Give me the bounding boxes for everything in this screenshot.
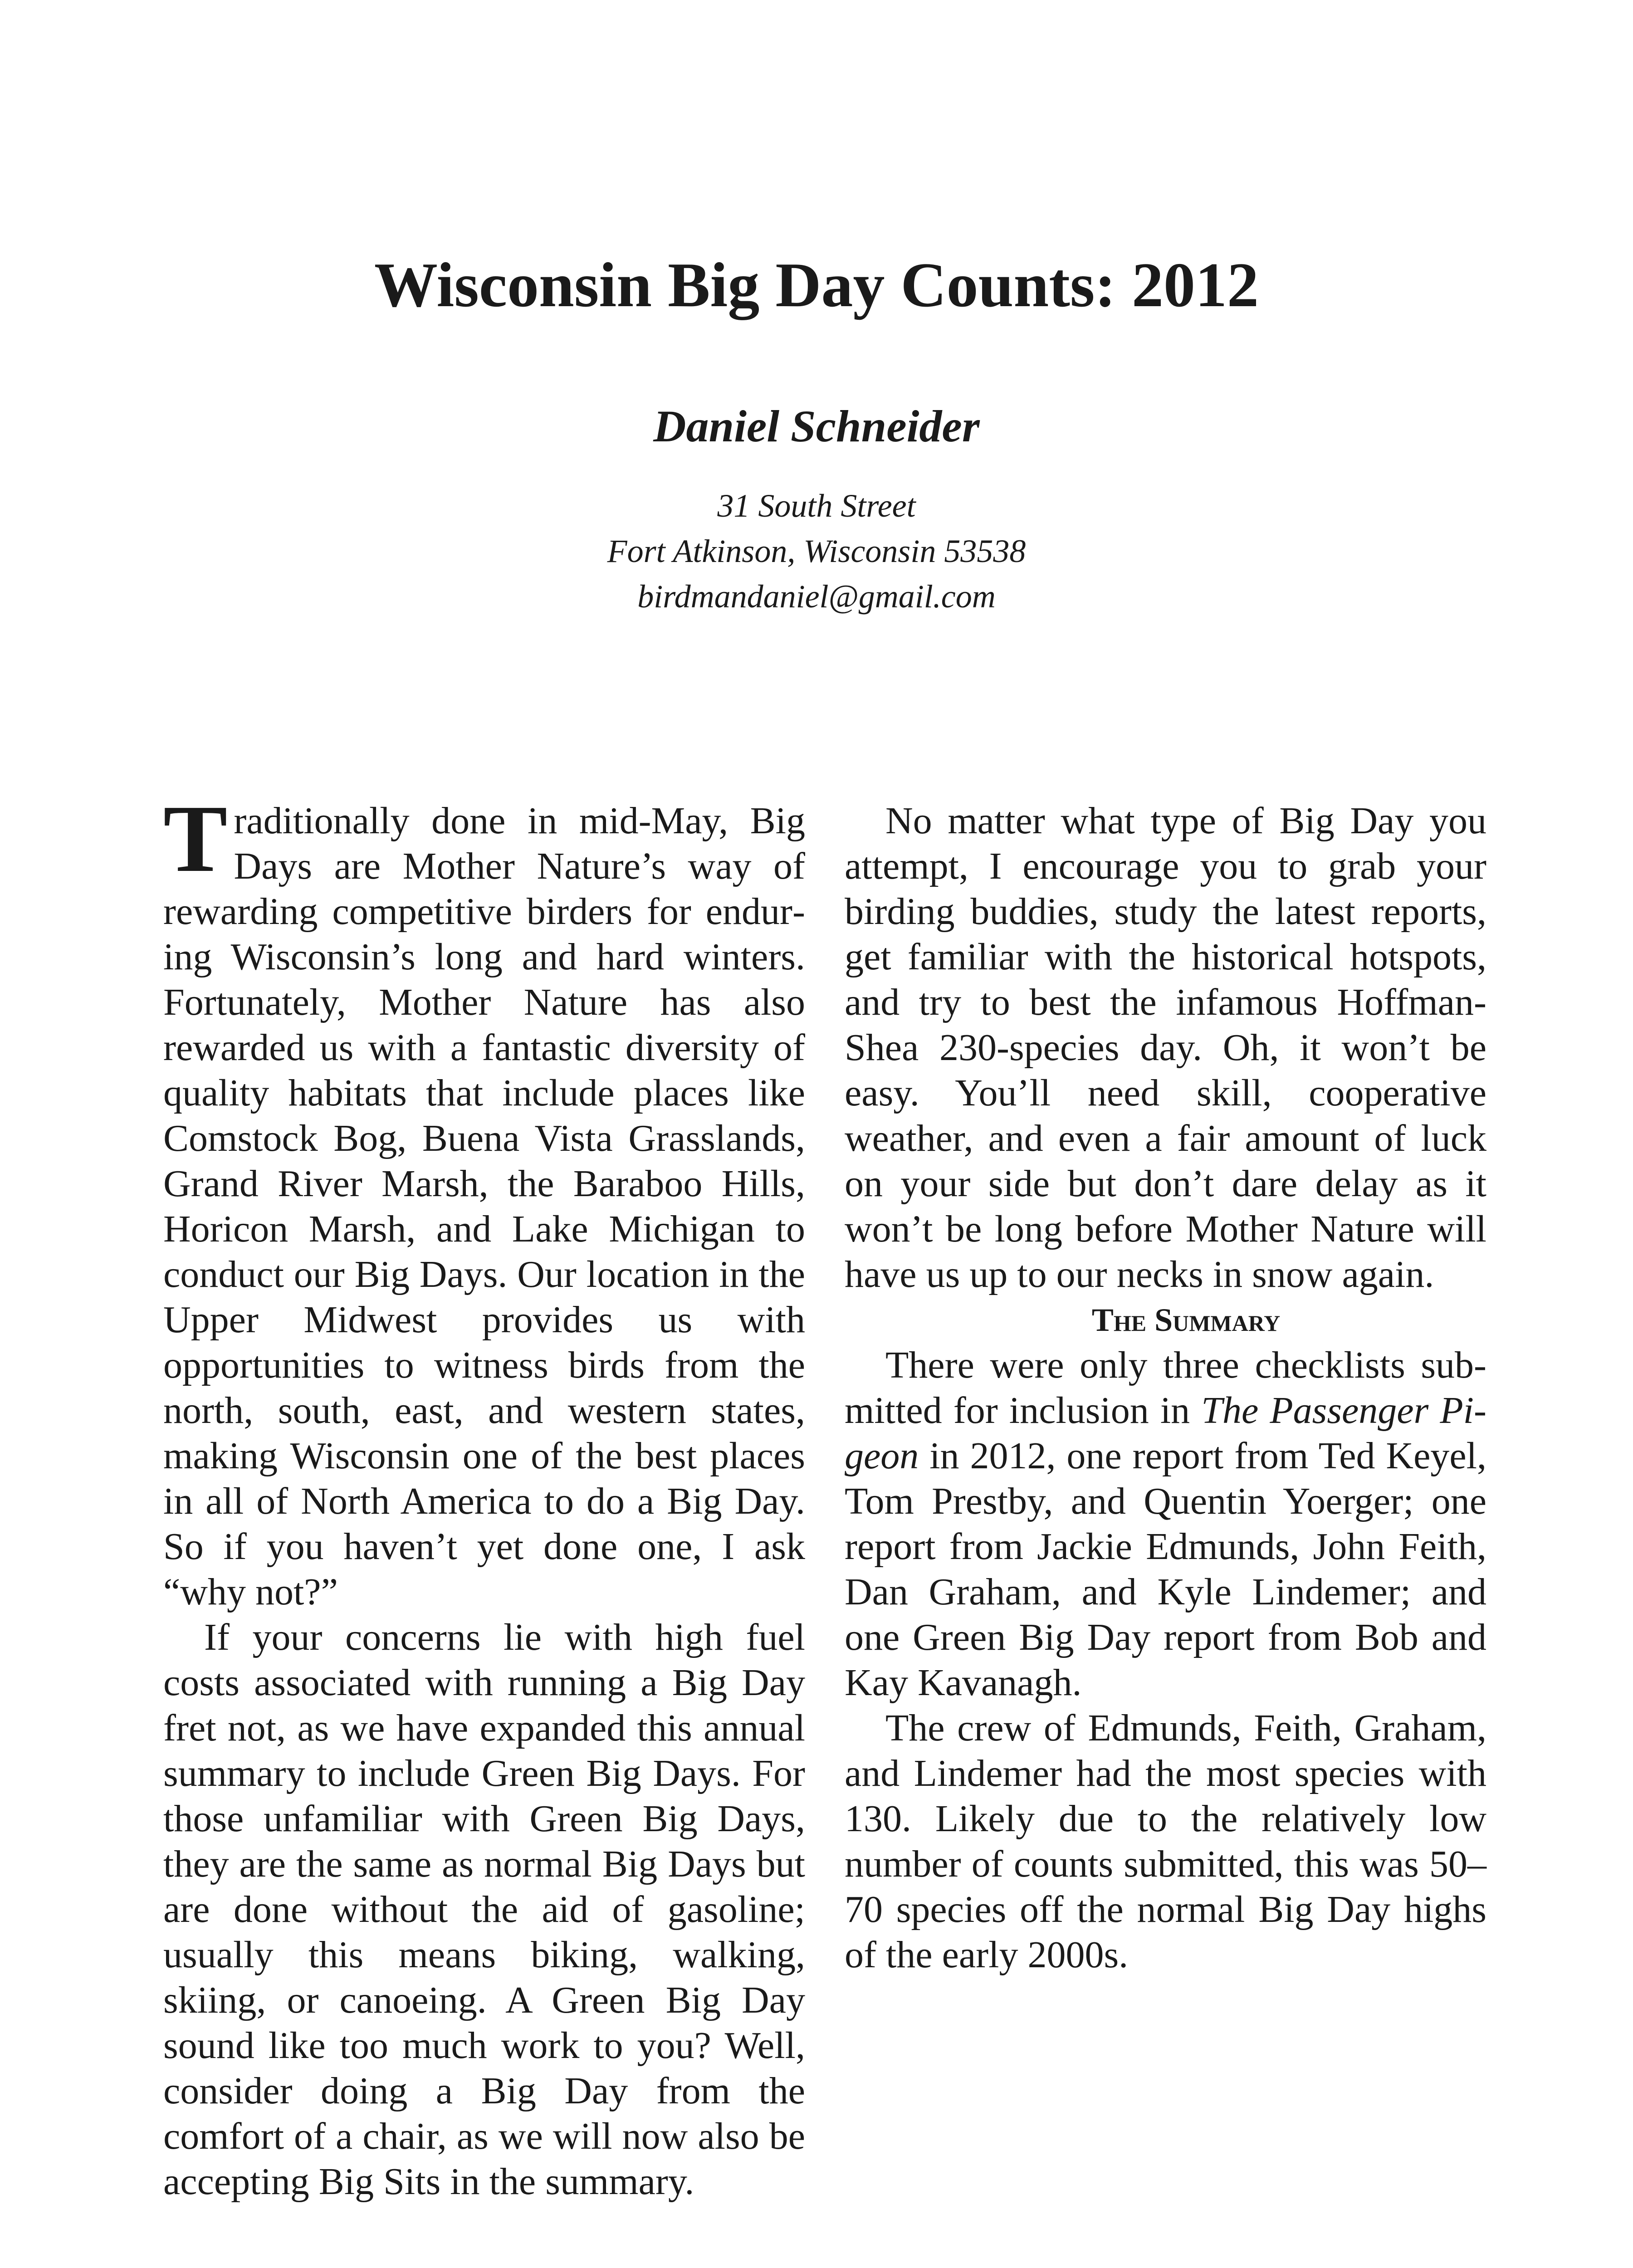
address-email: birdmandaniel@gmail.com bbox=[637, 578, 996, 615]
author-address bbox=[0, 483, 1633, 619]
drop-cap: T bbox=[163, 785, 228, 892]
left-column bbox=[163, 785, 805, 2204]
address-city: Fort Atkinson, Wisconsin 53538 bbox=[607, 533, 1026, 569]
summary-text-start: There were only three checklists submitted for inclusion in bbox=[845, 1344, 1486, 1432]
summary-paragraph bbox=[845, 1343, 1486, 1706]
author-name: Daniel Schneider bbox=[653, 401, 980, 451]
article-title: Wisconsin Big Day Counts: 2012 bbox=[374, 250, 1259, 320]
intro-paragraph-text: raditionally done in mid-May, Big Days are Mother Nature’s way of rewarding competitive birders for enduring Wisconsin’s long and hard winters. Fortunately, Mother Nature has also rewarded us with a fantastic diversity of quality habitats that include places like Comstock Bog, Buena Vista Grasslands, Grand River Marsh, the Baraboo Hills, Horicon Marsh, and Lake Michigan to conduct our Big Days. Our location in the Upper Midwest provides us with opportunities to witness birds from the north, south, east, and western states, making Wisconsin one of the best places in all of North America to do a Big Day. So if you haven’t yet done one, I ask “why not?” bbox=[163, 800, 805, 1613]
right-column bbox=[845, 798, 1486, 1978]
fuel-costs-paragraph: If your concerns lie with high fuel costs associated with running a Big Day fret not, as we have expanded this annual summary to include Green Big Days. For those unfamiliar with Green Big Days, they are the same as normal Big Days but are done without the aid of gasoline; usually this means biking, walking, skiing, or canoeing. A Green Big Day sound like too much work to you? Well, consider doing a Big Day from the comfort of a chair, as we will now also be accepting Big Sits in the summary. bbox=[163, 1616, 805, 2203]
summary-text-end: in 2012, one report from Ted Keyel, Tom Prestby, and Quentin Yoerger; one report from Jackie Edmunds, John Feith, Dan Graham, and Kyle Lindemer; and one Green Big Day report from Bob and Kay Kavanagh. bbox=[845, 1435, 1486, 1704]
section-heading-summary: The Summary bbox=[1091, 1302, 1281, 1338]
encouragement-paragraph: No matter what type of Big Day you attempt, I encourage you to grab your birding buddies, study the latest reports, get familiar with the historical hotspots, and try to best the infamous Hoffman-Shea 230-species day. Oh, it won’t be easy. You’ll need skill, cooperative weather, and even a fair amount of luck on your side but don’t dare delay as it won’t be long before Mother Nature will have us up to our necks in snow again. bbox=[845, 800, 1486, 1295]
results-paragraph: The crew of Edmunds, Feith, Graham, and Lindemer had the most species with 130. Likely due to the relatively low number of counts submitted, this was 50–70 species off the normal Big Day highs of the early 2000s. bbox=[845, 1707, 1486, 1976]
journal-title: The Passenger Pigeon bbox=[845, 1389, 1486, 1477]
intro-paragraph bbox=[163, 785, 805, 1615]
address-street: 31 South Street bbox=[717, 488, 916, 524]
